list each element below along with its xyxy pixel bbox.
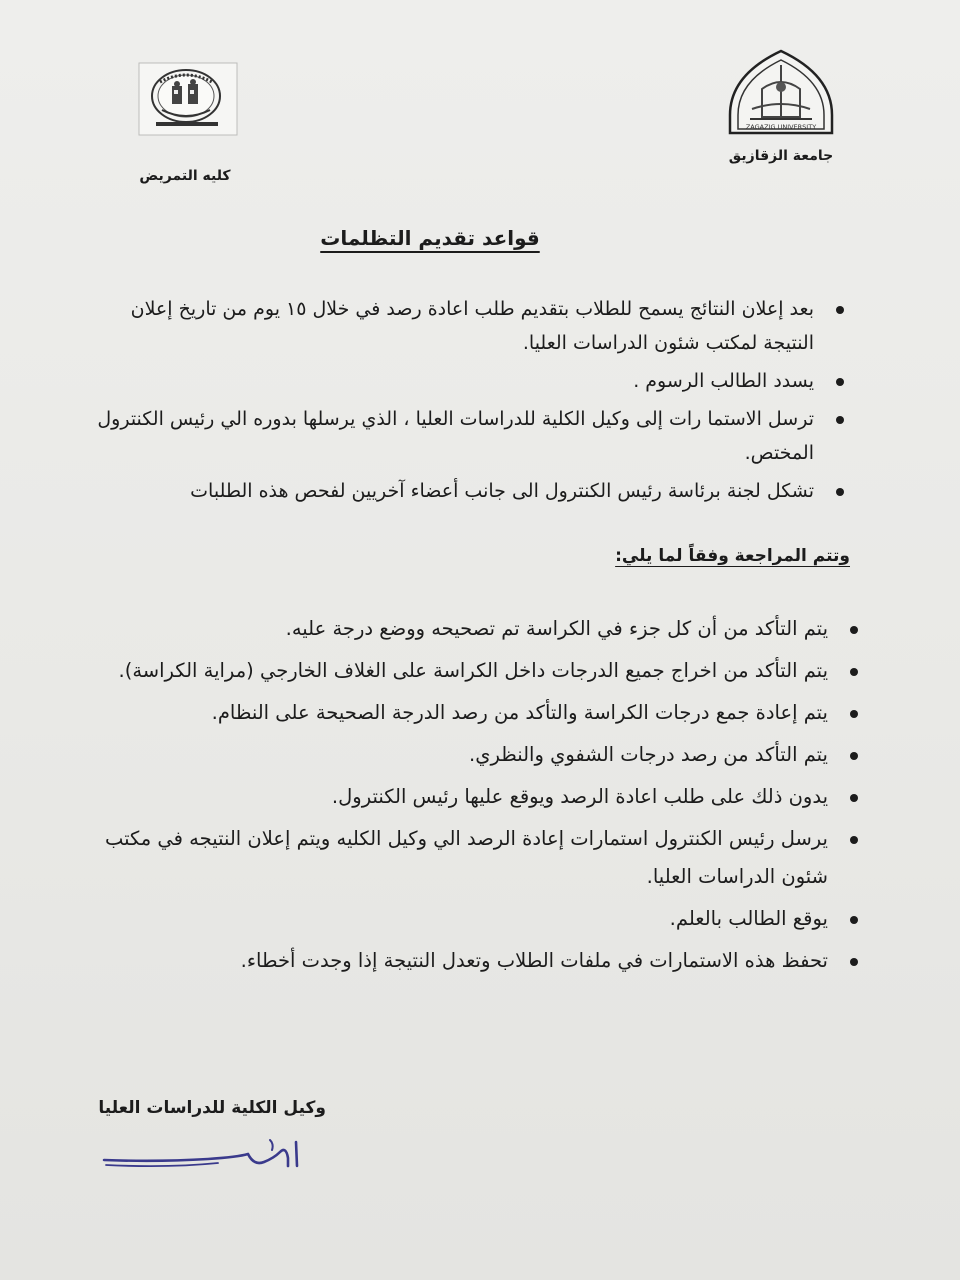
bullet-icon [850, 752, 858, 760]
rule-text: بعد إعلان النتائج يسمح للطلاب بتقديم طلب اعادة رصد في خلال ١٥ يوم من تاريخ إعلان النتيجة لمكتب شئون الدراسات العليا. [130, 298, 814, 354]
step-text: يتم التأكد من أن كل جزء في الكراسة تم تصحيحه ووضع درجة عليه. [285, 617, 828, 640]
university-logo-text: ZAGAZIG UNIVERSITY [745, 123, 817, 131]
bullet-icon [850, 626, 858, 634]
bullet-icon [850, 794, 858, 802]
bullet-icon [850, 958, 858, 966]
list-item [82, 610, 862, 648]
step-text: يدون ذلك على طلب اعادة الرصد ويوقع عليها رئيس الكنترول. [331, 785, 828, 808]
bullet-icon [850, 836, 858, 844]
rule-text: ترسل الاستما رات إلى وكيل الكلية للدراسات العليا ، الذي يرسلها بدوره الي رئيس الكنترول المختص. [97, 408, 814, 464]
bullet-icon [850, 916, 858, 924]
signatory-title: وكيل الكلية للدراسات العليا [98, 1098, 326, 1118]
bullet-icon [850, 668, 858, 676]
list-item [82, 778, 862, 816]
list-item [82, 942, 862, 980]
university-name: جامعة الزقازيق [728, 148, 834, 164]
list-item [88, 402, 848, 470]
document-title: قواعد تقديم التظلمات [320, 226, 540, 250]
step-text: يتم إعادة جمع درجات الكراسة والتأكد من رصد الدرجة الصحيحة على النظام. [211, 701, 828, 724]
list-item [88, 474, 848, 508]
step-text: يتم التأكد من اخراج جميع الدرجات داخل الكراسة على الغلاف الخارجي (مراية الكراسة). [118, 659, 828, 682]
list-item [82, 652, 862, 690]
step-text: يوقع الطالب بالعلم. [669, 907, 828, 930]
list-item [88, 292, 848, 360]
step-text: تحفظ هذه الاستمارات في ملفات الطلاب وتعدل النتيجة إذا وجدت أخطاء. [240, 949, 828, 972]
bullet-icon [836, 416, 844, 424]
bullet-icon [836, 378, 844, 386]
list-item [82, 694, 862, 732]
list-item [82, 736, 862, 774]
review-heading: وتتم المراجعة وفقاً لما يلي: [615, 546, 850, 566]
faculty-name: كليه التمريض [139, 168, 231, 184]
list-item [82, 820, 862, 896]
bullet-icon [850, 710, 858, 718]
rules-list [88, 292, 848, 512]
rule-text: تشكل لجنة برئاسة رئيس الكنترول الى جانب أعضاء آخريين لفحص هذه الطلبات [190, 480, 814, 502]
list-item [82, 900, 862, 938]
faculty-of-nursing-logo-icon [138, 62, 238, 136]
bullet-icon [836, 306, 844, 314]
list-item [88, 364, 848, 398]
step-text: يرسل رئيس الكنترول استمارات إعادة الرصد الي وكيل الكليه ويتم إعلان النتيجه في مكتب شئون الدراسات العليا. [104, 827, 828, 888]
rule-text: يسدد الطالب الرسوم . [633, 370, 814, 392]
step-text: يتم التأكد من رصد درجات الشفوي والنظري. [469, 743, 828, 766]
bullet-icon [836, 488, 844, 496]
zagazig-university-logo-icon [722, 45, 840, 147]
handwritten-signature-icon [98, 1132, 308, 1182]
review-steps-list [82, 610, 862, 984]
